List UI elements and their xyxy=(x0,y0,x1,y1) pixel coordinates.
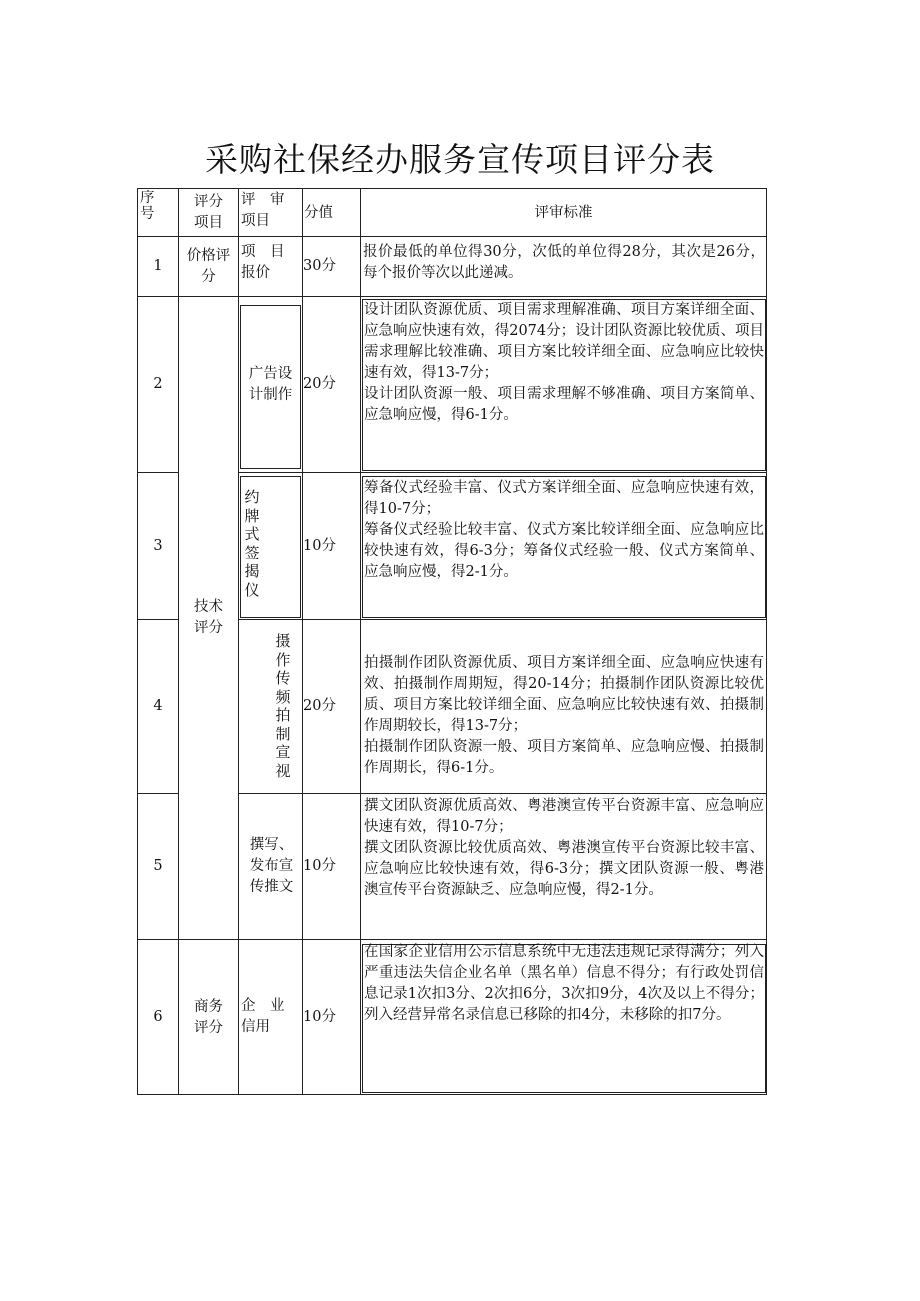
row-3-criteria: 筹备仪式经验丰富、仪式方案详细全面、应急响应快速有效，得10-7分； 筹备仪式经验比较丰富、仪式方案比较详细全面、应急响应比较快速有效，得6-3分；筹备仪式经验一般、仪式方案简单、应急响应慢，得2-1分。 xyxy=(364,480,764,580)
row-2-score: 20分 xyxy=(303,376,336,392)
row-2-criteria: 设计团队资源优质、项目需求理解准确、项目方案详细全面、应急响应快速有效，得2074分；设计团队资源比较优质、项目需求理解比较准确、项目方案比较详细全面、应急响应比较快速有效，得13-7分； 设计团队资源一般、项目需求理解不够准确、项目方案简单、应急响应慢，得6-1分。 xyxy=(364,302,764,423)
row-6-criteria: 在国家企业信用公示信息系统中无违法违规记录得满分；列入严重违法失信企业名单（黑名单）信息不得分；有行政处罚信息记录1次扣3分、2次扣6分，3次扣9分，4次及以上不得分；列入经营异常名录信息已移除的扣4分，未移除的扣7分。 xyxy=(364,944,764,1023)
header-score: 分值 xyxy=(304,204,333,221)
row-2-item: 广告设 计制作 xyxy=(248,365,293,403)
header-item: 评 审 项目 xyxy=(241,192,285,229)
row-3-score: 10分 xyxy=(303,537,336,554)
row-4-score: 20分 xyxy=(303,698,336,714)
header-category: 评分 项目 xyxy=(194,194,223,231)
row-1-criteria: 报价最低的单位得30分，次低的单位得28分，其次是26分，每个报价等次以此递减。 xyxy=(363,244,765,281)
row-1-seq: 1 xyxy=(153,258,163,274)
row-6-item: 企 业 信用 xyxy=(241,998,285,1035)
tech-category: 技术 评分 xyxy=(194,599,223,636)
row-4-seq: 4 xyxy=(153,698,163,714)
row-5-seq: 5 xyxy=(153,858,163,874)
row-1-score: 30分 xyxy=(303,258,336,274)
row-4-item: 摄作传频拍制宣视 xyxy=(275,632,291,780)
page-title: 采购社保经办服务宣传项目评分表 xyxy=(205,140,715,179)
row-6-seq: 6 xyxy=(153,1009,163,1025)
row-3-seq: 3 xyxy=(153,537,163,554)
row-6-category: 商务 评分 xyxy=(194,998,223,1036)
header-seq: 序 号 xyxy=(140,190,155,222)
row-3-item: 约牌式签揭仪 xyxy=(244,488,260,599)
row-5-score: 10分 xyxy=(303,858,336,874)
row-1-item: 项 目 报价 xyxy=(241,244,285,281)
row-5-criteria: 撰文团队资源优质高效、粤港澳宣传平台资源丰富、应急响应快速有效，得10-7分； 撰文团队资源比较优质高效、粤港澳宣传平台资源比较丰富、应急响应比较快速有效，得6-3分；撰文团队资源一般、粤港澳宣传平台资源缺乏、应急响应慢，得2-1分。 xyxy=(364,798,764,898)
row-5-item: 撰写、 发布宣 传推文 xyxy=(249,837,294,895)
row-2-seq: 2 xyxy=(153,376,163,392)
row-4-criteria: 拍摄制作团队资源优质、项目方案详细全面、应急响应快速有效、拍摄制作周期短，得20-14分；拍摄制作团队资源比较优质、项目方案比较详细全面、应急响应比较快速有效、拍摄制作周期较长，得13-7分； 拍摄制作团队资源一般、项目方案简单、应急响应慢、拍摄制作周期长，得6-1分。 xyxy=(364,655,764,776)
header-criteria: 评审标准 xyxy=(534,204,593,221)
row-6-score: 10分 xyxy=(303,1009,336,1025)
row-1-category: 价格评 分 xyxy=(186,247,231,285)
